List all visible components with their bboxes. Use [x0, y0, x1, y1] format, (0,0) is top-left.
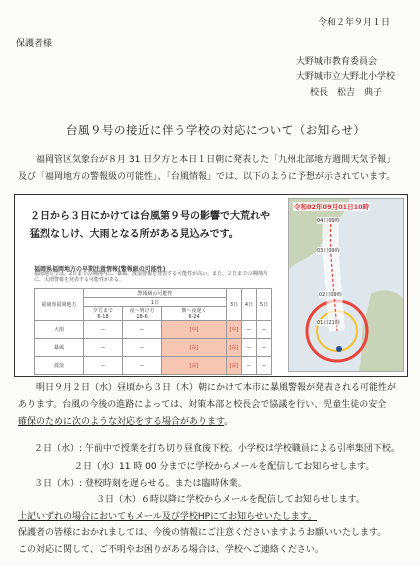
map-title: 令和02年09月01日10時: [294, 203, 370, 211]
table-row: 波浪 ー ー [高] [高] ー ー: [35, 357, 272, 375]
headline-line1: ２日から３日にかけては台風第９号の影響で大荒れや: [30, 211, 270, 222]
table-group-head: 警報級の可能性: [84, 289, 227, 298]
addressee: 保護者様: [16, 39, 53, 49]
table-row: 大雨 ー ー [中] [中] ー ー: [35, 321, 272, 339]
warning-table-desc: 福岡地方では、2日までの期間内に、暴風、波浪警報を発表する可能性が高い。また、２日までの期間内に、大雨警報を発表する可能性がある。: [34, 271, 268, 283]
map-label-01: 01日21時: [317, 320, 340, 326]
table-row: 暴風 ー ー [高] [高] ー ー: [35, 339, 272, 357]
table-day5: 5日: [257, 289, 272, 321]
table-corner: 福岡県福岡地方: [35, 289, 84, 321]
forecast-headline: [30, 208, 270, 244]
date: 令和２年９月１日: [318, 18, 391, 28]
table-day1: 1日: [84, 298, 227, 307]
table-day4: 4日: [242, 289, 257, 321]
map-label-03: 03日09時: [317, 248, 340, 254]
plan-wed-line1: ２日（水）: 午前中で授業を打ち切り昼食後下校。小学校は学校職員による引率集団下校。: [34, 444, 400, 454]
para2-line1: 明日９月２日（水）昼頃から３日（木）朝にかけて本市に暴風警報が発表される可能性が: [36, 383, 397, 393]
warning-table: [34, 288, 272, 375]
sender-org1: 大野城市教育委員会: [296, 57, 378, 67]
map-label-02: 02日09時: [319, 292, 342, 298]
warning-table-title: 福岡県福岡地方の早期注意情報(警報級の可能性): [34, 266, 166, 273]
table-sub3: 朝～夜遅く 6-24: [162, 307, 227, 321]
sender-principal: 校長 松吉 典子: [310, 88, 383, 98]
para2-line3: 確保のために次のような対応をする場合があります。: [18, 417, 234, 427]
table-sub1: 夕方まで 6-18: [84, 307, 123, 321]
para2-line2: あります。台風の今後の進路によっては、対策本部と校長会で協議を行い、児童生徒の安全: [18, 400, 387, 410]
page-title: 台風９号の接近に伴う学校の対応について（お知らせ）: [66, 123, 366, 137]
map-label-04: 04日09時: [317, 218, 340, 224]
headline-line2: 猛烈なしけ、大雨となる所がある見込みです。: [30, 229, 239, 240]
typhoon-map-graphic: [289, 199, 403, 371]
closing-line1: 上記いずれの場合においてもメール及び学校HPにてお知らせいたします。: [18, 512, 318, 522]
plan-thu-line1: ３日（木）: 登校時刻を遅らせる。または臨時休業。: [34, 479, 247, 489]
typhoon-track-map: [288, 198, 404, 372]
closing-line2: 保護者の皆様におかれましては、今後の情報にご注意くださいますようお願いいたします。: [18, 528, 387, 538]
table-day3: 3日: [227, 289, 242, 321]
notice-paragraph: [18, 380, 404, 431]
sender-org2: 大野城市立大野北小学校: [296, 72, 396, 82]
intro-line2: 及び「福岡地方の警報級の可能性」、「台風情報」では、以下のように予想が示されています。: [18, 172, 396, 182]
table-sub2: 夜～明け方 18-6: [123, 307, 162, 321]
intro-paragraph: [18, 152, 404, 186]
plan-wed-line2: ２日（水）11 時 00 分までに学校からメールを配信してお知らせします。: [74, 462, 375, 472]
plan-thu-line2: ３日（木）６時以降に学校からメールを配信してお知らせします。: [96, 495, 365, 505]
typhoon-center-icon: [336, 346, 342, 352]
closing-line3: この対応に関して、ご不明やお困りがある場合は、学校へご連絡ください。: [18, 545, 324, 555]
intro-line1: 福岡管区気象台が８月 31 日夕方と本日１日朝に発表した「九州北部地方週間天気予報」: [36, 155, 396, 165]
